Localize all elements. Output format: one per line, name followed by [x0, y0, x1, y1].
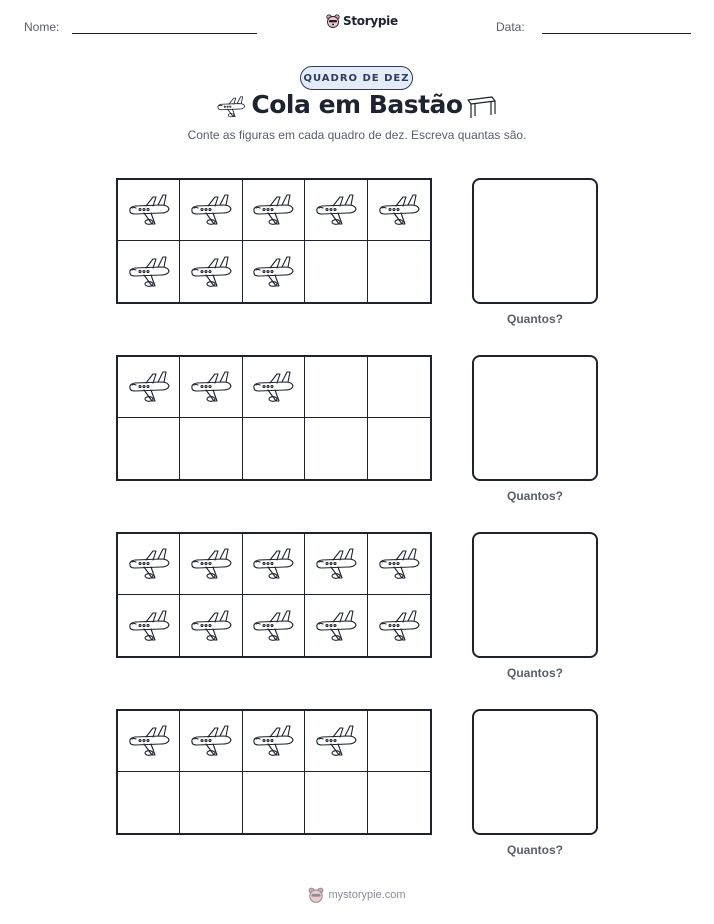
ten-frame-cell	[368, 180, 430, 241]
brand	[326, 13, 398, 29]
ten-frame-cell	[368, 418, 430, 479]
airplane-icon	[188, 545, 234, 583]
ten-frame-cell	[305, 772, 367, 833]
ten-frame-cell	[368, 595, 430, 656]
page-title: Cola em Bastão	[251, 90, 463, 119]
airplane-icon	[126, 545, 172, 583]
answer-box-4[interactable]	[472, 709, 598, 835]
footer	[0, 886, 714, 904]
airplane-icon	[376, 191, 422, 229]
ten-frame-cell	[180, 534, 242, 595]
ten-frame-cell	[305, 418, 367, 479]
footer-site[interactable]: mystorypie.com	[328, 889, 406, 901]
airplane-icon	[126, 253, 172, 291]
airplane-icon	[188, 191, 234, 229]
ten-frame-cell	[180, 357, 242, 418]
airplane-icon	[188, 722, 234, 760]
ten-frame-cell	[180, 180, 242, 241]
airplane-icon	[250, 722, 296, 760]
ten-frame-cell	[118, 241, 180, 302]
answer-box-3[interactable]	[472, 532, 598, 658]
ten-frame-cell	[368, 772, 430, 833]
ten-frame-4	[116, 709, 432, 835]
ten-frame-cell	[368, 241, 430, 302]
ten-frame-cell	[305, 534, 367, 595]
ten-frame-cell	[180, 772, 242, 833]
ten-frame-cell	[368, 534, 430, 595]
airplane-icon	[250, 368, 296, 406]
ten-frame-cell	[243, 180, 305, 241]
brand-name: Storypie	[343, 14, 398, 28]
ten-frame-cell	[368, 357, 430, 418]
airplane-icon	[376, 545, 422, 583]
airplane-icon	[313, 607, 359, 645]
airplane-icon	[250, 191, 296, 229]
airplane-icon	[250, 545, 296, 583]
airplane-icon	[313, 722, 359, 760]
ten-frame-cell	[243, 418, 305, 479]
ten-frame-cell	[243, 357, 305, 418]
ten-frame-cell	[305, 180, 367, 241]
ten-frame-cell	[243, 534, 305, 595]
instructions: Conte as figuras em cada quadro de dez. Escreva quantas são.	[187, 128, 527, 142]
answer-label-1: Quantos?	[507, 312, 563, 326]
airplane-icon	[188, 607, 234, 645]
airplane-icon	[126, 368, 172, 406]
ten-frame-cell	[180, 241, 242, 302]
ten-frame-cell	[118, 534, 180, 595]
name-line[interactable]	[72, 33, 257, 34]
ten-frame-cell	[243, 711, 305, 772]
ten-frame-cell	[243, 241, 305, 302]
ten-frame-2	[116, 355, 432, 481]
storypie-logo-icon	[308, 886, 324, 904]
answer-label-3: Quantos?	[507, 666, 563, 680]
airplane-icon	[188, 253, 234, 291]
ten-frame-cell	[243, 595, 305, 656]
ten-frame-3	[116, 532, 432, 658]
ten-frame-cell	[180, 711, 242, 772]
storypie-logo-icon	[326, 13, 340, 29]
ten-frame-cell	[368, 711, 430, 772]
airplane-icon	[376, 607, 422, 645]
answer-label-2: Quantos?	[507, 489, 563, 503]
ten-frame-cell	[305, 595, 367, 656]
ten-frame-cell	[180, 595, 242, 656]
ten-frame-cell	[243, 772, 305, 833]
ten-frame-cell	[118, 180, 180, 241]
name-label: Nome:	[24, 20, 60, 34]
ten-frame-cell	[118, 772, 180, 833]
airplane-icon	[188, 368, 234, 406]
ten-frame-cell	[305, 711, 367, 772]
airplane-icon	[313, 545, 359, 583]
airplane-icon	[250, 607, 296, 645]
date-label: Data:	[496, 20, 525, 34]
answer-label-4: Quantos?	[507, 843, 563, 857]
ten-frame-cell	[118, 418, 180, 479]
airplane-icon	[250, 253, 296, 291]
date-line[interactable]	[542, 33, 691, 34]
answer-box-1[interactable]	[472, 178, 598, 304]
worksheet-badge: QUADRO DE DEZ	[300, 66, 413, 90]
ten-frame-1	[116, 178, 432, 304]
airplane-icon	[126, 191, 172, 229]
ten-frame-cell	[305, 357, 367, 418]
airplane-icon	[126, 722, 172, 760]
airplane-icon	[313, 191, 359, 229]
ten-frame-cell	[118, 711, 180, 772]
ten-frame-cell	[180, 418, 242, 479]
ten-frame-cell	[118, 595, 180, 656]
airplane-icon	[126, 607, 172, 645]
answer-box-2[interactable]	[472, 355, 598, 481]
table-icon	[465, 94, 497, 120]
ten-frame-cell	[118, 357, 180, 418]
ten-frame-cell	[305, 241, 367, 302]
